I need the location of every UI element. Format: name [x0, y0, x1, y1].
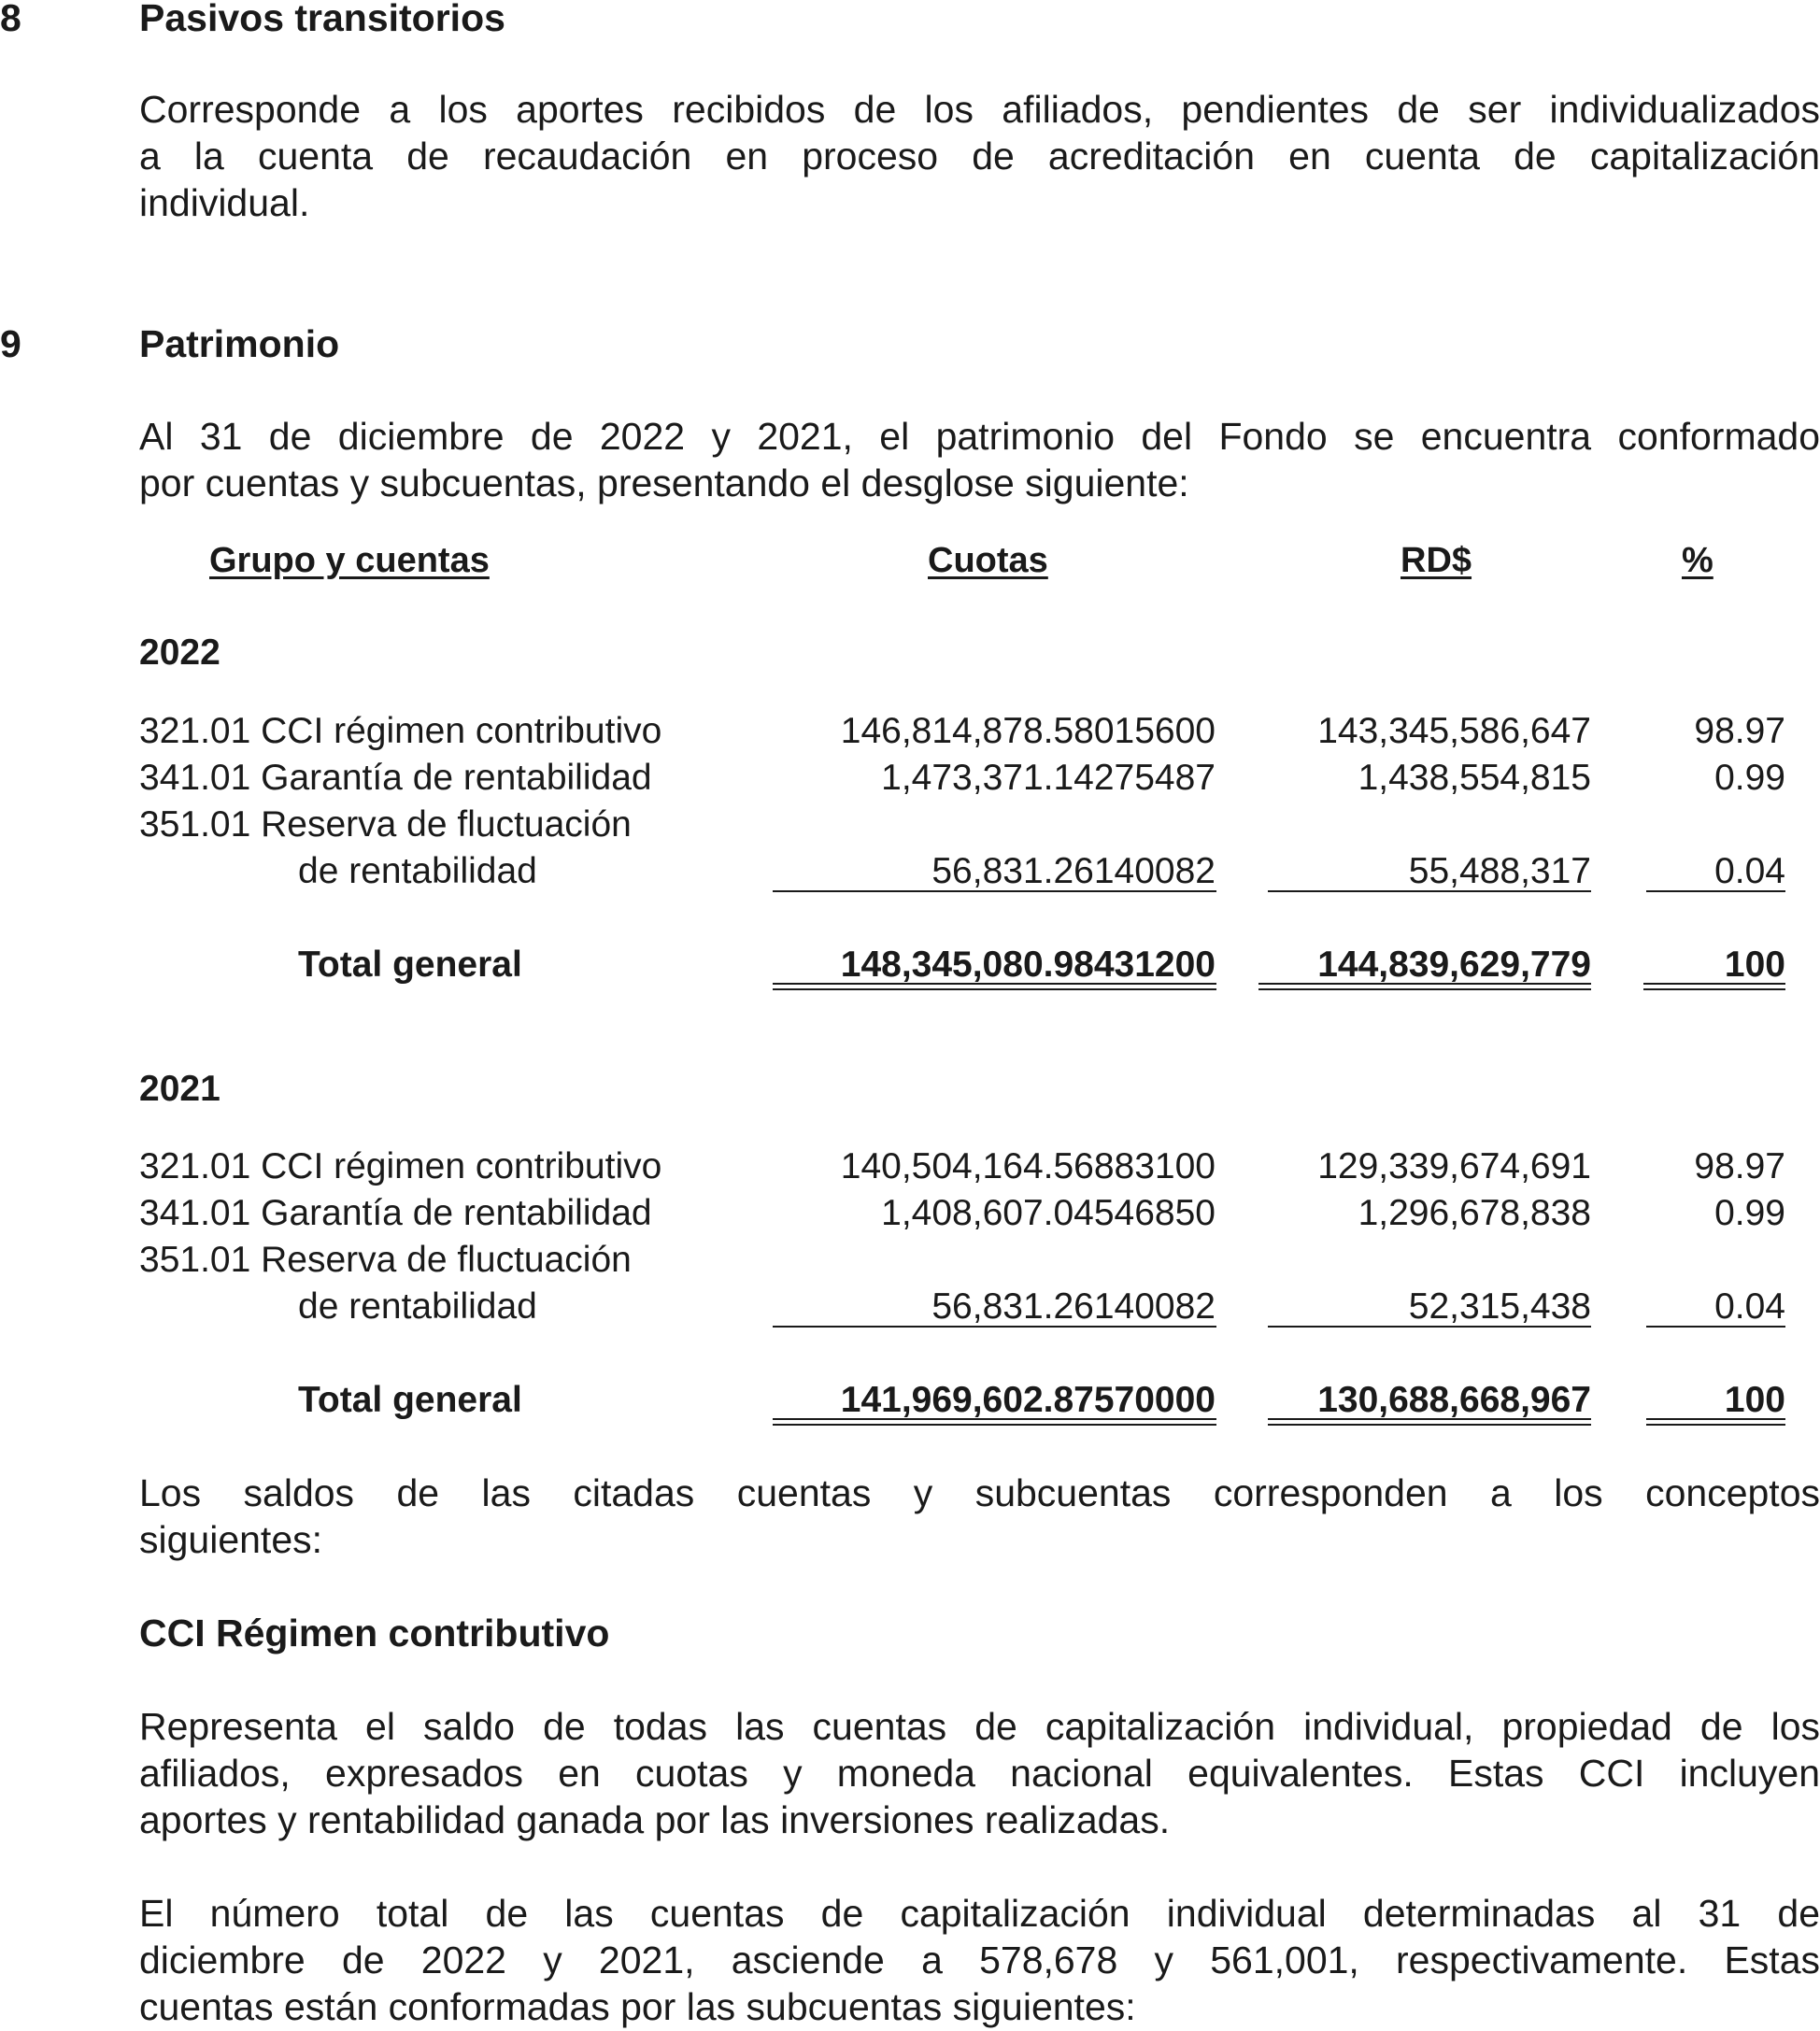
- cuotas-value: 140,504,164.56883100: [840, 1146, 1216, 1186]
- subtotal-rule: [773, 890, 1216, 892]
- paragraph-line: a la cuenta de recaudación en proceso de acreditación en cuenta de capitalización: [139, 135, 1820, 178]
- rd-value: 129,339,674,691: [1317, 1146, 1591, 1186]
- subtotal-rule: [1646, 890, 1785, 892]
- account-label: 351.01 Reserva de fluctuación: [139, 804, 632, 845]
- rd-value: 52,315,438: [1408, 1286, 1591, 1327]
- paragraph-line: Corresponde a los aportes recibidos de los afiliados, pendientes de ser individualizados: [139, 88, 1820, 131]
- account-label: 351.01 Reserva de fluctuación: [139, 1240, 632, 1280]
- paragraph-line: diciembre de 2022 y 2021, asciende a 578,678 y 561,001, respectivamente. Estas: [139, 1939, 1820, 1981]
- year-label-2021: 2021: [139, 1069, 220, 1109]
- table-row: [0, 1237, 1820, 1284]
- section-9-title: Patrimonio: [139, 322, 340, 365]
- cuotas-value: 56,831.26140082: [931, 851, 1216, 891]
- table-row: [0, 1143, 1820, 1190]
- rd-value: 55,488,317: [1408, 851, 1591, 891]
- total-double-rule: [1643, 983, 1785, 990]
- total-double-rule: [1258, 983, 1591, 990]
- after-table-paragraph: [139, 1470, 1820, 1563]
- column-header-group: Grupo y cuentas: [209, 541, 490, 580]
- paragraph-line: El número total de las cuentas de capitalización individual determinadas al 31 de: [139, 1892, 1820, 1935]
- paragraph-line: cuentas están conformadas por las subcuentas siguientes:: [139, 1985, 1136, 2028]
- section-8-paragraph: [139, 86, 1820, 226]
- paragraph-line: Los saldos de las citadas cuentas y subcuentas corresponden a los conceptos: [139, 1471, 1820, 1514]
- cci-section-title: CCI Régimen contributivo: [139, 1612, 610, 1655]
- subtotal-rule: [1646, 1326, 1785, 1328]
- rd-value: 1,438,554,815: [1358, 758, 1591, 798]
- paragraph-line: aportes y rentabilidad ganada por las inversiones realizadas.: [139, 1798, 1171, 1841]
- section-9-number: 9: [0, 322, 21, 365]
- section-8-number: 8: [0, 0, 21, 39]
- paragraph-line: afiliados, expresados en cuotas y moneda nacional equivalentes. Estas CCI incluyen: [139, 1752, 1820, 1795]
- account-label-continued: de rentabilidad: [298, 1286, 537, 1327]
- cci-paragraph-2: [139, 1890, 1820, 2030]
- total-percent: 100: [1724, 944, 1785, 985]
- subtotal-rule: [1268, 1326, 1591, 1328]
- total-double-rule: [1646, 1418, 1785, 1426]
- total-percent: 100: [1724, 1380, 1785, 1420]
- total-double-rule: [1268, 1418, 1591, 1426]
- total-double-rule: [773, 1418, 1216, 1426]
- total-cuotas: 148,345,080.98431200: [840, 944, 1216, 985]
- percent-value: 0.04: [1714, 1286, 1785, 1327]
- section-9-intro: [139, 413, 1820, 506]
- total-cuotas: 141,969,602.87570000: [840, 1380, 1216, 1420]
- table-row: [0, 755, 1820, 802]
- cuotas-value: 1,408,607.04546850: [881, 1193, 1216, 1233]
- paragraph-line: Al 31 de diciembre de 2022 y 2021, el patrimonio del Fondo se encuentra conformado: [139, 415, 1820, 458]
- subtotal-rule: [773, 1326, 1216, 1328]
- table-row: [0, 848, 1820, 895]
- account-label-continued: de rentabilidad: [298, 851, 537, 891]
- paragraph-line: Representa el saldo de todas las cuentas de capitalización individual, propiedad de los: [139, 1705, 1820, 1748]
- cuotas-value: 1,473,371.14275487: [881, 758, 1216, 798]
- account-label: 321.01 CCI régimen contributivo: [139, 1146, 662, 1186]
- total-row: [0, 1377, 1820, 1424]
- total-double-rule: [773, 983, 1216, 990]
- account-label: 321.01 CCI régimen contributivo: [139, 711, 662, 751]
- percent-value: 0.99: [1714, 758, 1785, 798]
- column-header-percent: %: [1682, 541, 1713, 580]
- percent-value: 98.97: [1694, 1146, 1785, 1186]
- cuotas-value: 146,814,878.58015600: [840, 711, 1216, 751]
- percent-value: 98.97: [1694, 711, 1785, 751]
- account-label: 341.01 Garantía de rentabilidad: [139, 1193, 652, 1233]
- percent-value: 0.04: [1714, 851, 1785, 891]
- column-header-rd: RD$: [1401, 541, 1472, 580]
- account-label: 341.01 Garantía de rentabilidad: [139, 758, 652, 798]
- paragraph-line: individual.: [139, 181, 310, 224]
- table-row: [0, 708, 1820, 755]
- year-label-2022: 2022: [139, 632, 220, 673]
- column-header-cuotas: Cuotas: [928, 541, 1048, 580]
- cuotas-value: 56,831.26140082: [931, 1286, 1216, 1327]
- percent-value: 0.99: [1714, 1193, 1785, 1233]
- table-row: [0, 1284, 1820, 1330]
- table-row: [0, 802, 1820, 848]
- paragraph-line: siguientes:: [139, 1518, 323, 1561]
- total-label: Total general: [298, 1380, 522, 1420]
- section-8-title: Pasivos transitorios: [139, 0, 505, 39]
- total-row: [0, 942, 1820, 988]
- paragraph-line: por cuentas y subcuentas, presentando el desglose siguiente:: [139, 462, 1189, 504]
- total-label: Total general: [298, 944, 522, 985]
- subtotal-rule: [1268, 890, 1591, 892]
- total-rd: 130,688,668,967: [1317, 1380, 1591, 1420]
- table-row: [0, 1190, 1820, 1237]
- cci-paragraph-1: [139, 1703, 1820, 1843]
- rd-value: 143,345,586,647: [1317, 711, 1591, 751]
- total-rd: 144,839,629,779: [1317, 944, 1591, 985]
- rd-value: 1,296,678,838: [1358, 1193, 1591, 1233]
